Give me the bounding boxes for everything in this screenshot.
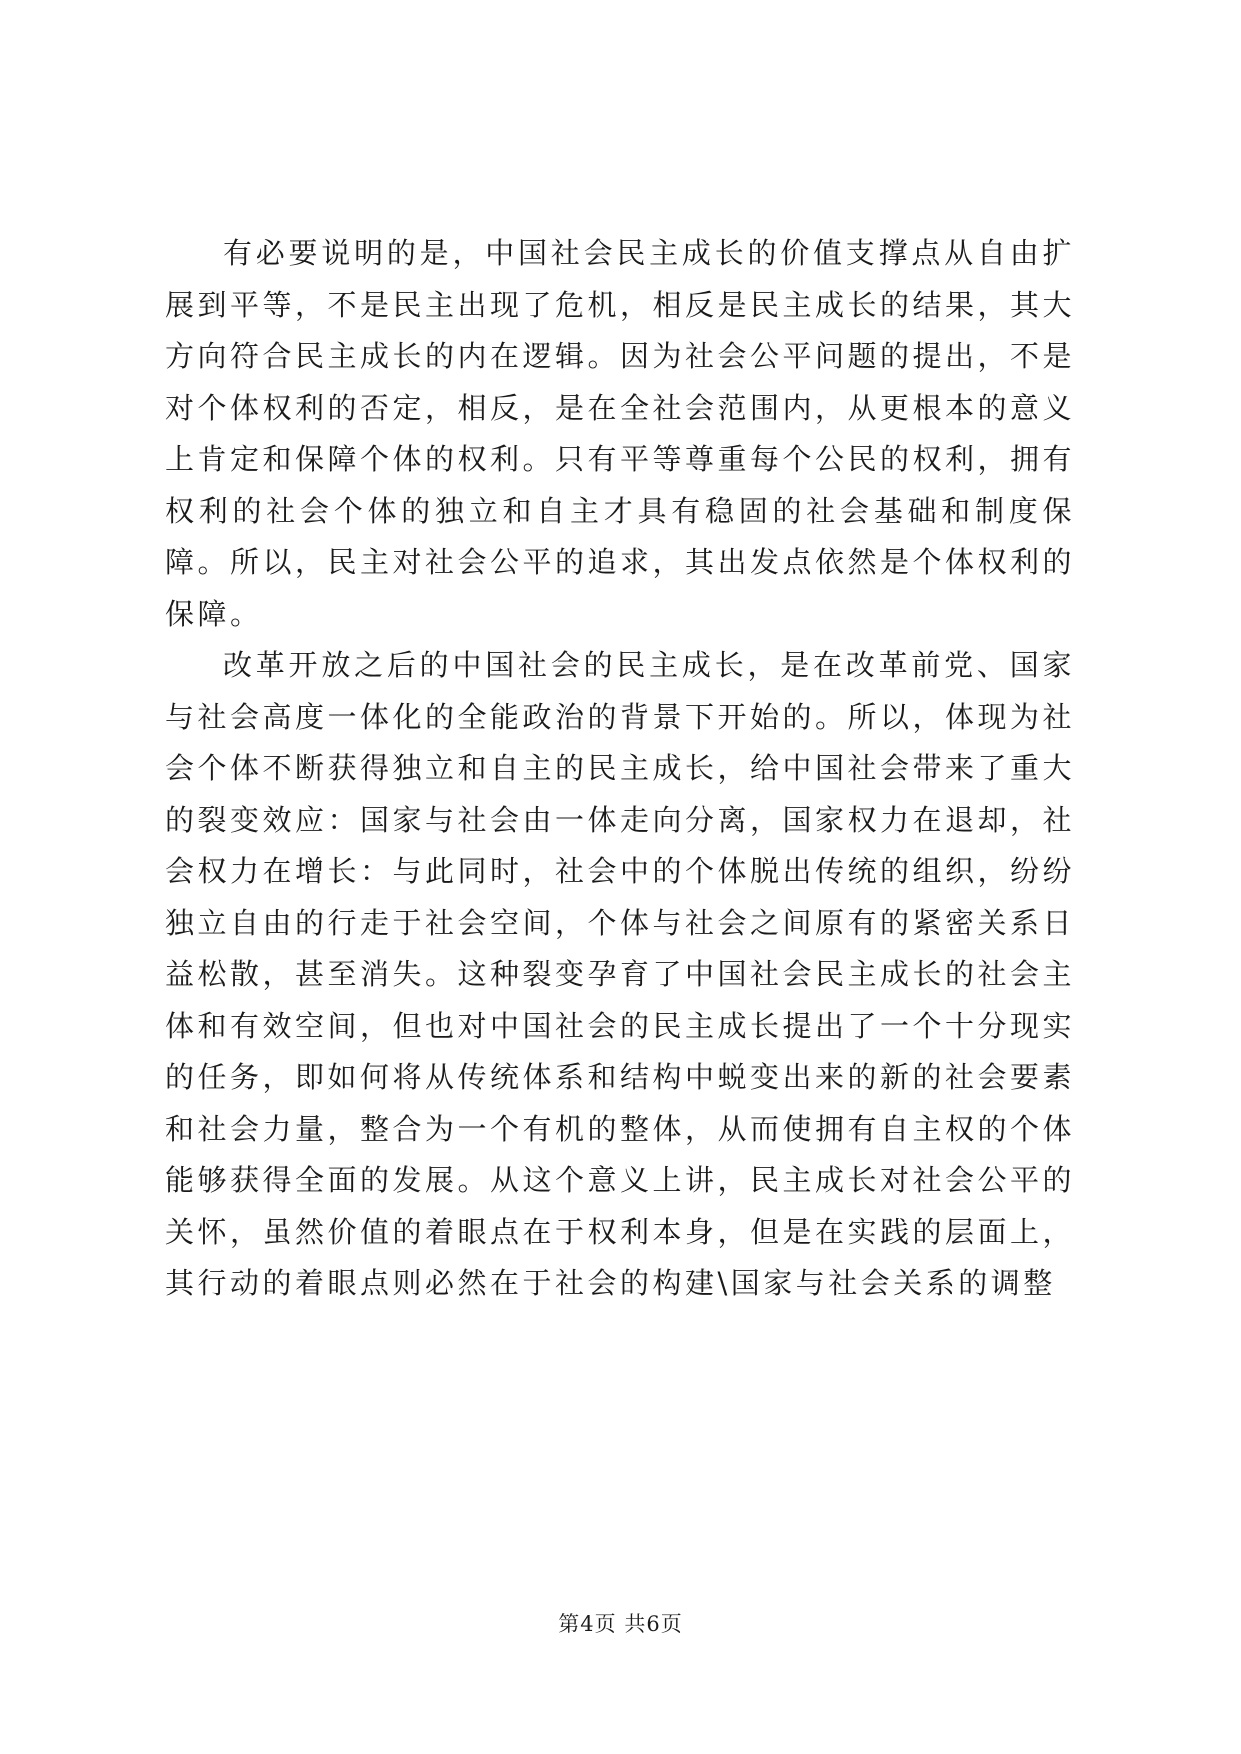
document-body — [165, 228, 1075, 1310]
page-footer: 第4页 共6页 — [558, 1612, 683, 1636]
paragraph-1: 有必要说明的是，中国社会民主成长的价值支撑点从自由扩展到平等，不是民主出现了危机，相反是民主成长的结果，其大方向符合民主成长的内在逻辑。因为社会公平问题的提出，不是对个体权利的否定，相反，是在全社会范围内，从更根本的意义上肯定和保障个体的权利。只有平等尊重每个公民的权利，拥有权利的社会个体的独立和自主才具有稳固的社会基础和制度保障。所以，民主对社会公平的追求，其出发点依然是个体权利的保障。 — [165, 236, 1076, 631]
paragraph-2: 改革开放之后的中国社会的民主成长，是在改革前党、国家与社会高度一体化的全能政治的背景下开始的。所以，体现为社会个体不断获得独立和自主的民主成长，给中国社会带来了重大的裂变效应：国家与社会由一体走向分离，国家权力在退却，社会权力在增长：与此同时，社会中的个体脱出传统的组织，纷纷独立自由的行走于社会空间，个体与社会之间原有的紧密关系日益松散，甚至消失。这种裂变孕育了中国社会民主成长的社会主体和有效空间，但也对中国社会的民主成长提出了一个十分现实的任务，即如何将从传统体系和结构中蜕变出来的新的社会要素和社会力量，整合为一个有机的整体，从而使拥有自主权的个体能够获得全面的发展。从这个意义上讲，民主成长对社会公平的关怀，虽然价值的着眼点在于权利本身，但是在实践的层面上，其行动的着眼点则必然在于社会的构建\国家与社会关系的调整 — [165, 648, 1076, 1300]
